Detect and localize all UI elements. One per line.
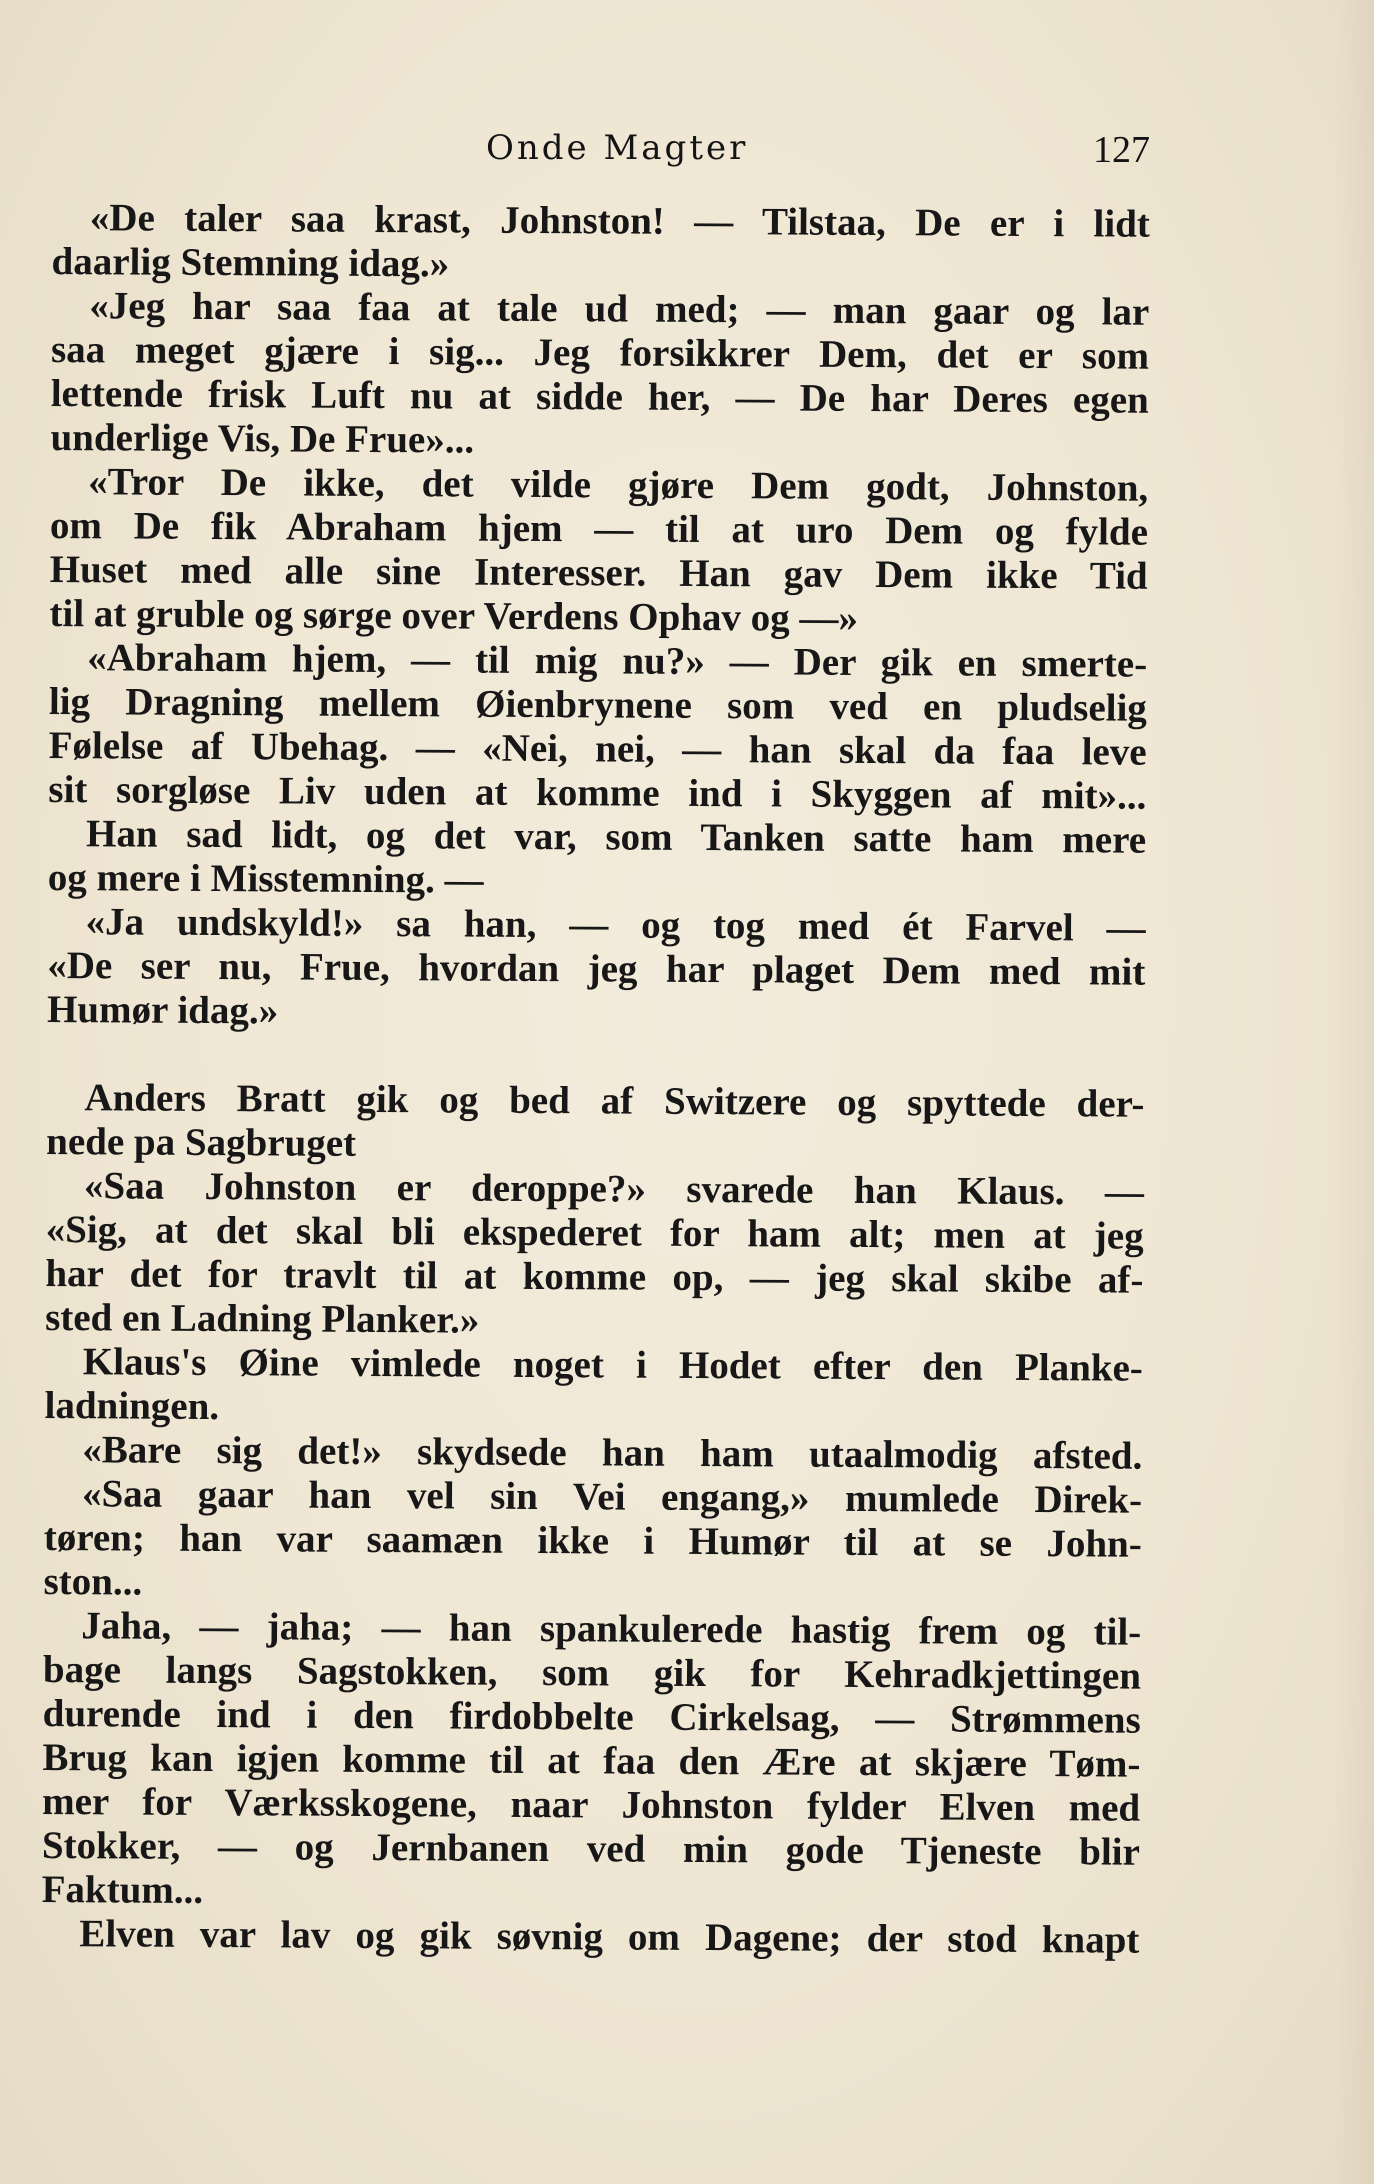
text-line: ston...	[43, 1559, 143, 1604]
text-line: ladningen.	[44, 1383, 220, 1429]
text-line: «Sig, at det skal bli ekspederet for ham alt; men at jeg	[45, 1207, 1144, 1258]
text-line: om De fik Abraham hjem — til at uro Dem og fylde	[49, 503, 1149, 554]
text-line: «Abraham hjem, — til mig nu?» — Der gik en smerte-	[87, 636, 1148, 686]
text-line: Huset med alle sine Interesser. Han gav Dem ikke Tid	[49, 547, 1148, 598]
text-line: Han sad lidt, og det var, som Tanken satte ham mere	[85, 812, 1147, 862]
text-line: durende ind i den firdobbelte Cirkelsag, — Strømmens	[42, 1691, 1141, 1742]
text-line: lig Dragning mellem Øienbrynene som ved en pludselig	[48, 679, 1148, 730]
text-line: Jaha, — jaha; — han spankulerede hastig frem og til-	[81, 1604, 1142, 1654]
text-line: sit sorgløse Liv uden at komme ind i Skyggen af mit»...	[48, 767, 1147, 818]
section-break	[47, 1032, 1145, 1083]
text-line: «Ja undskyld!» sa han, — og tog med ét Farvel —	[85, 900, 1146, 950]
text-line: tøren; han var saamæn ikke i Humør til at se John-	[43, 1515, 1142, 1566]
text-line: Faktum...	[41, 1867, 204, 1912]
text-line: til at gruble og sørge over Verdens Ophav og —»	[49, 591, 859, 640]
text-line: saa meget gjære i sig... Jeg forsikkrer Dem, det er som	[50, 327, 1150, 378]
text-line: lettende frisk Luft nu at sidde her, — De har Deres egen	[50, 371, 1149, 422]
text-line: og mere i Misstemning. —	[47, 855, 484, 902]
text-line: underlige Vis, De Frue»...	[50, 415, 475, 462]
page-edge-shadow	[1334, 0, 1374, 2184]
text-line: «De taler saa krast, Johnston! — Tilstaa, De er i lidt	[89, 196, 1150, 246]
text-line: Stokker, — og Jernbanen ved min gode Tjeneste blir	[41, 1823, 1141, 1874]
running-title: Onde Magter	[486, 128, 749, 168]
text-line: Brug kan igjen komme til at faa den Ære at skjære Tøm-	[42, 1735, 1141, 1786]
body-text	[41, 196, 1150, 1963]
text-line: «Tror De ikke, det vilde gjøre Dem godt, Johnston,	[88, 460, 1149, 510]
text-line: sted en Ladning Planker.»	[45, 1295, 480, 1342]
text-line: «Saa Johnston er deroppe?» svarede han Klaus. —	[83, 1164, 1145, 1214]
text-line: bage langs Sagstokken, som gik for Kehradkjettingen	[42, 1647, 1142, 1698]
text-line: «Jeg har saa faa at tale ud med; — man gaar og lar	[89, 284, 1150, 334]
text-line: «Bare sig det!» skydsede han ham utaalmodig afsted.	[82, 1428, 1143, 1478]
text-line: «De ser nu, Frue, hvordan jeg har plaget Dem med mit	[47, 943, 1146, 994]
text-line: Elven var lav og gik søvnig om Dagene; der stod knapt	[79, 1912, 1140, 1962]
text-line: daarlig Stemning idag.»	[51, 239, 450, 286]
text-line: «Saa gaar han vel sin Vei engang,» mumlede Direk-	[81, 1472, 1143, 1522]
text-line: Klaus's Øine vimlede noget i Hodet efter den Planke-	[82, 1340, 1143, 1390]
text-line: nede pa Sagbruget	[46, 1119, 357, 1165]
text-line: har det for travlt til at komme op, — jeg skal skibe af-	[45, 1251, 1144, 1302]
page-number: 127	[1093, 129, 1150, 171]
page-header	[60, 128, 1150, 178]
text-line: Humør idag.»	[46, 987, 279, 1033]
text-line: Anders Bratt gik og bed af Switzere og spyttede der-	[84, 1076, 1145, 1126]
text-line: Følelse af Ubehag. — «Nei, nei, — han skal da faa leve	[48, 723, 1147, 774]
text-line: mer for Værksskogene, naar Johnston fylder Elven med	[42, 1779, 1141, 1830]
